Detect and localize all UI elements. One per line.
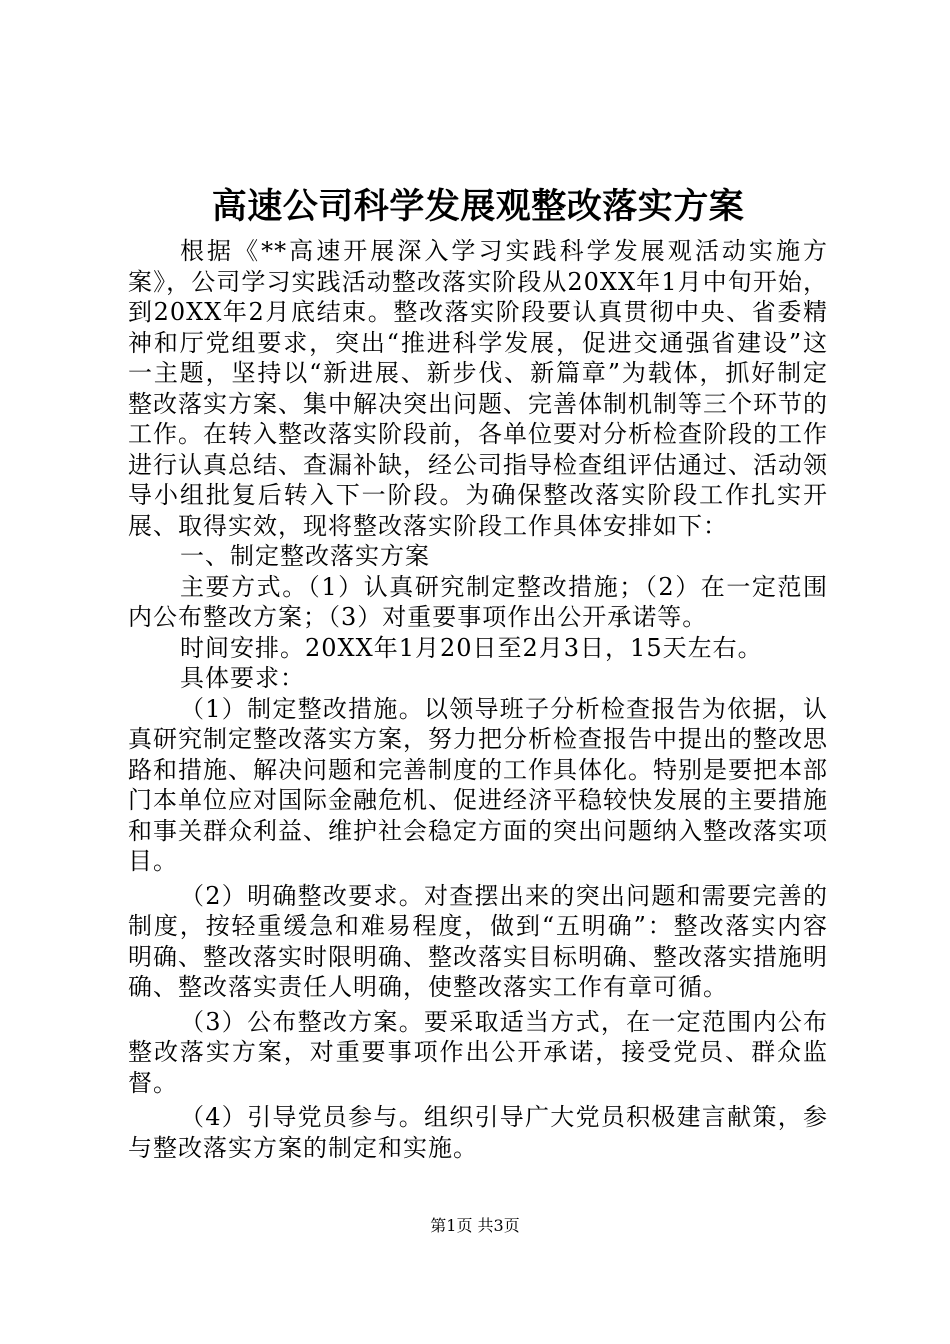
page-footer: 第1页 共3页	[430, 1216, 520, 1235]
paragraph-intro: 根据《**高速开展深入学习实践科学发展观活动实施方案》，公司学习实践活动整改落实阶段从20XX年1月中旬开始，到20XX年2月底结束。整改落实阶段要认真贯彻中央、省委精神和厅党组要求，突出“推进科学发展，促进交通强省建设”这一主题，坚持以“新进展、新步伐、新篇章”为载体，抓好制定整改落实方案、集中解决突出问题、完善体制机制等三个环节的工作。在转入整改落实阶段前，各单位要对分析检查阶段的工作进行认真总结、查漏补缺，经公司指导检查组评估通过、活动领导小组批复后转入下一阶段。为确保整改落实阶段工作扎实开展、取得实效，现将整改落实阶段工作具体安排如下：	[128, 237, 828, 540]
paragraph-requirement-1: （1）制定整改措施。以领导班子分析检查报告为依据，认真研究制定整改落实方案，努力把分析检查报告中提出的整改思路和措施、解决问题和完善制度的工作具体化。特别是要把本部门本单位应对国际金融危机、促进经济平稳较快发展的主要措施和事关群众利益、维护社会稳定方面的突出问题纳入整改落实项目。	[128, 694, 828, 875]
paragraph-requirement-2: （2）明确整改要求。对查摆出来的突出问题和需要完善的制度，按轻重缓急和难易程度，做到“五明确”：整改落实内容明确、整改落实时限明确、整改落实目标明确、整改落实措施明确、整改落实责任人明确，使整改落实工作有章可循。	[128, 881, 828, 1001]
paragraph-main-methods: 主要方式。（1）认真研究制定整改措施；（2）在一定范围内公布整改方案；（3）对重要事项作出公开承诺等。	[128, 572, 828, 631]
paragraph-requirement-3: （3）公布整改方案。要采取适当方式，在一定范围内公布整改落实方案，对重要事项作出公开承诺，接受党员、群众监督。	[128, 1007, 828, 1097]
paragraph-schedule: 时间安排。20XX年1月20日至2月3日，15天左右。	[180, 633, 763, 662]
paragraph-requirements-heading: 具体要求：	[180, 664, 305, 692]
document-page	[128, 180, 828, 1163]
section-heading-1: 一、制定整改落实方案	[180, 542, 430, 570]
paragraph-requirement-4: （4）引导党员参与。组织引导广大党员积极建言献策，参与整改落实方案的制定和实施。	[128, 1103, 828, 1162]
document-title: 高速公司科学发展观整改落实方案	[211, 186, 745, 227]
